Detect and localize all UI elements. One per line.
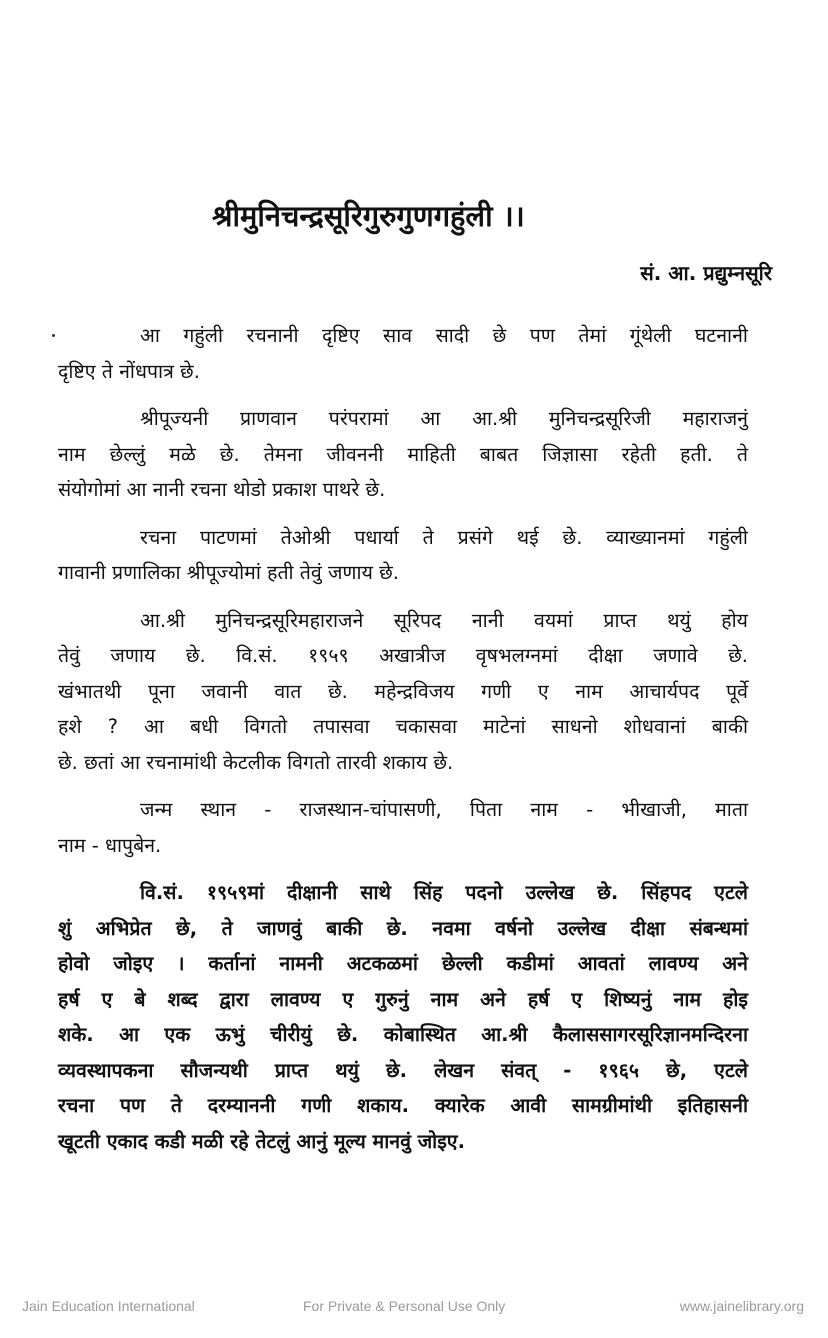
paragraph-6 [58, 875, 748, 1159]
footer-usage-note: For Private & Personal Use Only [303, 1298, 506, 1314]
page-title: श्रीमुनिचन्द्रसूरिगुरुगुणगहुंली ।। [212, 199, 525, 233]
paragraph-3 [58, 520, 748, 591]
text-line: आ.श्री मुनिचन्द्रसूरिमहाराजने सूरिपद नानी वयमां प्राप्त थयुं होय [140, 608, 748, 632]
text-line: रचना पण ते दरम्याननी गणी शकाय. क्यारेक आवी सामग्रीमांथी इतिहासनी [58, 1094, 748, 1117]
text-line: नाम छेल्लुं मळे छे. तेमना जीवननी माहिती बाबत जिज्ञासा रहेती हती. ते [58, 442, 748, 466]
text-line: व्यवस्थापकना सौजन्यथी प्राप्त थयुं छे. लेखन संवत् - १९६५ छे, एटले [58, 1058, 748, 1082]
text-line: तेवुं जणाय छे. वि.सं. १९५९ अखात्रीज वृषभलग्नमां दीक्षा जणावे छे. [58, 644, 748, 667]
text-line: शके. आ एक ऊभुं चीरीयुं छे. कोबास्थित आ.श्री कैलाससागरसूरिज्ञानमन्दिरना [58, 1023, 748, 1046]
document-body [58, 318, 748, 1171]
text-line: रचना पाटणमां तेओश्री पधार्या ते प्रसंगे थई छे. व्याख्यानमां गहुंली [140, 525, 748, 549]
text-line: वि.सं. १९५९मां दीक्षानी साथे सिंह पदनो उल्लेख छे. सिंहपद एटले [140, 881, 748, 904]
paragraph-5 [58, 792, 748, 863]
text-line: नाम - धापुबेन. [58, 833, 162, 857]
paragraph-1 [58, 318, 748, 389]
text-line: आ गहुंली रचनानी दृष्टिए साव सादी छे पण तेमां गूंथेली घटनानी [140, 324, 748, 347]
paragraph-4 [58, 603, 748, 781]
text-line: श्रीपूज्यनी प्राणवान परंपरामां आ आ.श्री मुनिचन्द्रसूरिजी महाराजनुं [140, 407, 748, 430]
text-line: शुं अभिप्रेत छे, ते जाणवुं बाकी छे. नवमा वर्षनो उल्लेख दीक्षा संबन्धमां [58, 916, 748, 940]
text-line: खंभातथी पूना जवानी वात छे. महेन्द्रविजय गणी ए नाम आचार्यपद पूर्वे [58, 679, 748, 703]
footer-website-link[interactable]: www.jainelibrary.org [679, 1298, 804, 1314]
text-line: होवो जोइए । कर्तानां नामनी अटकळमां छेल्ली कडीमां आवतां लावण्य अने [58, 952, 748, 975]
text-line: गावानी प्रणालिका श्रीपूज्योमां हती तेवुं जणाय छे. [58, 561, 399, 584]
text-line: हशे ? आ बधी विगतो तपासवा चकासवा माटेनां साधनो शोधवानां बाकी [58, 715, 748, 738]
text-line: जन्म स्थान - राजस्थान-चांपासणी, पिता नाम - भीखाजी, माता [140, 798, 748, 821]
footer-publisher: Jain Education International [22, 1298, 195, 1314]
paragraph-2 [58, 401, 748, 508]
text-line: छे. छतां आ रचनामांथी केटलीक विगतो तारवी शकाय छे. [58, 750, 454, 774]
text-line: संयोगोमां आ नानी रचना थोडो प्रकाश पाथरे छे. [58, 478, 386, 501]
scan-speck [52, 334, 55, 337]
author-byline: सं. आ. प्रद्युम्नसूरि [640, 261, 772, 285]
text-line: खूटती एकाद कडी मळी रहे तेटलुं आनुं मूल्य मानवुं जोइए. [58, 1129, 465, 1153]
text-line: दृष्टिए ते नोंधपात्र छे. [58, 359, 200, 383]
text-line: हर्ष ए बे शब्द द्वारा लावण्य ए गुरुनुं नाम अने हर्ष ए शिष्यनुं नाम होइ [58, 987, 748, 1011]
